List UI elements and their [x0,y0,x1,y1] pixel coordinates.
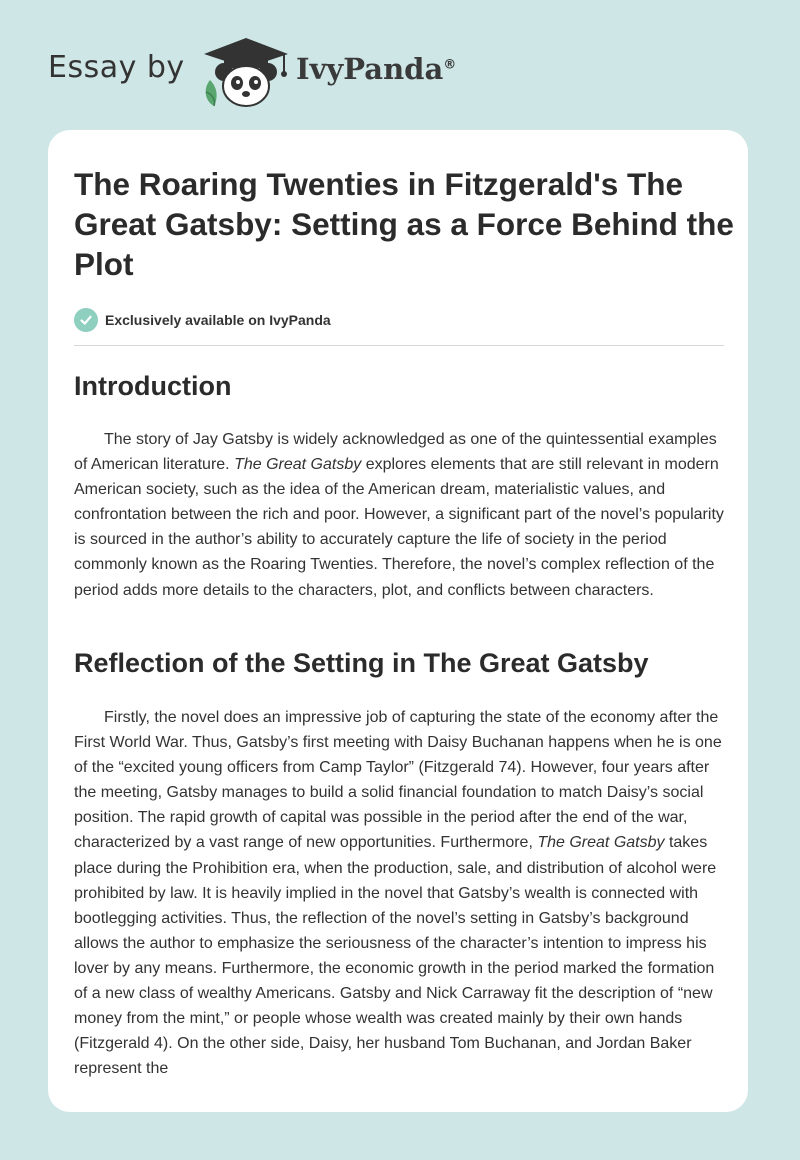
divider [74,345,724,346]
essay-by-label: Essay by [48,50,185,85]
site-header [0,0,800,130]
exclusive-badge [74,307,331,333]
check-circle-icon [74,308,98,332]
paragraph-reflection: Firstly, the novel does an impressive job of capturing the state of the economy after the First World War. Thus, Gatsby’s first meeting with Daisy Buchanan happens when he is one of the “excited young officers from Camp Taylor” (Fitzgerald 74). However, four years after the meeting, Gatsby manages to build a solid financial foundation to match Daisy’s social position. The rapid growth of capital was possible in the period after the end of the war, characterized by a vast range of new opportunities. Furthermore, The Great Gatsby takes place during the Prohibition era, when the production, sale, and distribution of alcohol were prohibited by law. It is heavily implied in the novel that Gatsby’s wealth is connected with bootlegging activities. Thus, the reflection of the novel’s setting in Gatsby’s background allows the author to emphasize the seriousness of the character’s intention to impress his lover by any means. Furthermore, the economic growth in the period marked the formation of a new class of wealthy Americans. Gatsby and Nick Carraway fit the description of “new money from the mint,” or people whose wealth was created mainly by their own hands (Fitzgerald 4). On the other side, Daisy, her husband Tom Buchanan, and Jordan Baker represent the [74,709,722,1078]
section-heading-introduction: Introduction [74,371,232,401]
brand-logo-text[interactable] [296,52,456,86]
section-heading-reflection: Reflection of the Setting in The Great Gatsby [74,648,649,678]
essay-card [48,130,748,1112]
page-title: The Roaring Twenties in Fitzgerald's The Great Gatsby: Setting as a Force Behind the Plot [74,166,734,282]
registered-mark: ® [443,57,457,73]
brand-name: IvyPanda [296,52,444,86]
paragraph-introduction: The story of Jay Gatsby is widely acknowledged as one of the quintessential examples of American literature. The Great Gatsby explores elements that are still relevant in modern American society, such as the idea of the American dream, materialistic values, and confrontation between the rich and poor. However, a significant part of the novel’s popularity is sourced in the author’s ability to accurately capture the life of society in the period commonly known as the Roaring Twenties. Therefore, the novel’s complex reflection of the period adds more details to the characters, plot, and conflicts between characters. [74,431,724,599]
badge-label: Exclusively available on IvyPanda [105,312,331,328]
panda-graduate-icon[interactable] [200,36,292,110]
